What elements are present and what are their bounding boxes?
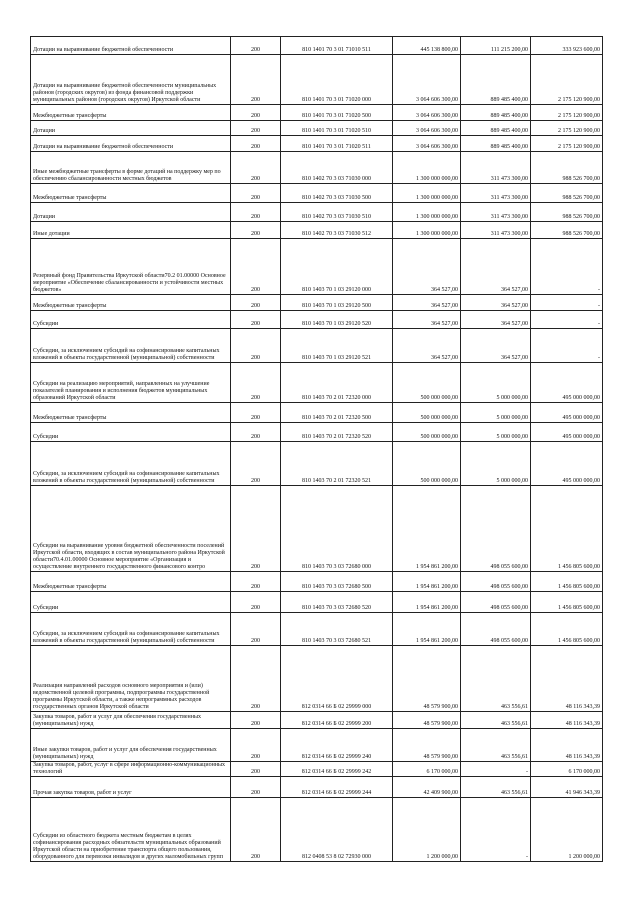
admin-code: 200 (231, 712, 281, 729)
unexecuted-amount: 333 923 600,00 (531, 37, 603, 55)
admin-code: 200 (231, 403, 281, 423)
executed-amount: 311 473 300,00 (461, 203, 531, 222)
executed-amount: 463 556,61 (461, 777, 531, 798)
executed-amount: 498 055 600,00 (461, 613, 531, 646)
unexecuted-amount: 988 526 700,00 (531, 152, 603, 184)
admin-code: 200 (231, 152, 281, 184)
unexecuted-amount: 1 456 805 600,00 (531, 486, 603, 572)
executed-amount: 364 527,00 (461, 239, 531, 295)
table-row (31, 105, 603, 121)
table-row (31, 646, 603, 712)
admin-code: 200 (231, 105, 281, 121)
budget-item-name: Межбюджетные трансферты (31, 295, 231, 311)
budget-item-name: Субсидии, за исключением субсидий на софинансирование капитальных вложений в объекты государственной (муниципальной) собственности (31, 613, 231, 646)
admin-code: 200 (231, 729, 281, 762)
table-row (31, 592, 603, 613)
table-row (31, 729, 603, 762)
executed-amount: 889 485 400,00 (461, 121, 531, 136)
unexecuted-amount: 2 175 120 900,00 (531, 121, 603, 136)
table-row (31, 363, 603, 403)
classification-code: 810 1402 70 3 03 71030 512 (281, 222, 393, 239)
budget-item-name: Реализация направлений расходов основного мероприятия и (или) ведомственной целевой программы, подпрограммы государственной программы Иркутской области, а также непрограммных расходов государственных органов Иркутской области (31, 646, 231, 712)
classification-code: 810 1401 70 3 01 71020 500 (281, 105, 393, 121)
classification-code: 812 0314 66 Б 02 29999 200 (281, 712, 393, 729)
approved-amount: 364 527,00 (393, 239, 461, 295)
classification-code: 810 1401 70 3 01 71020 511 (281, 136, 393, 152)
budget-item-name: Межбюджетные трансферты (31, 184, 231, 203)
unexecuted-amount: 48 116 343,39 (531, 729, 603, 762)
unexecuted-amount: 6 170 000,00 (531, 762, 603, 777)
admin-code: 200 (231, 203, 281, 222)
admin-code: 200 (231, 442, 281, 486)
table-row (31, 184, 603, 203)
approved-amount: 3 064 606 300,00 (393, 136, 461, 152)
approved-amount: 3 064 606 300,00 (393, 121, 461, 136)
unexecuted-amount: - (531, 295, 603, 311)
approved-amount: 1 200 000,00 (393, 798, 461, 862)
admin-code: 200 (231, 37, 281, 55)
classification-code: 810 1402 70 3 03 71030 500 (281, 184, 393, 203)
unexecuted-amount: 1 200 000,00 (531, 798, 603, 862)
admin-code: 200 (231, 613, 281, 646)
table-row (31, 311, 603, 329)
admin-code: 200 (231, 329, 281, 363)
executed-amount: 463 556,61 (461, 712, 531, 729)
table-row (31, 572, 603, 592)
table-row (31, 55, 603, 105)
budget-item-name: Межбюджетные трансферты (31, 403, 231, 423)
executed-amount: 311 473 300,00 (461, 184, 531, 203)
classification-code: 810 1403 70 3 03 72680 521 (281, 613, 393, 646)
table-row (31, 329, 603, 363)
unexecuted-amount: - (531, 329, 603, 363)
table-row (31, 762, 603, 777)
admin-code: 200 (231, 121, 281, 136)
table-row (31, 222, 603, 239)
budget-item-name: Субсидии, за исключением субсидий на софинансирование капитальных вложений в объекты государственной (муниципальной) собственности (31, 442, 231, 486)
admin-code: 200 (231, 486, 281, 572)
admin-code: 200 (231, 572, 281, 592)
classification-code: 810 1401 70 3 01 71020 510 (281, 121, 393, 136)
approved-amount: 6 170 000,00 (393, 762, 461, 777)
executed-amount: 498 055 600,00 (461, 486, 531, 572)
classification-code: 810 1403 70 2 01 72320 520 (281, 423, 393, 442)
table-row (31, 152, 603, 184)
table-row (31, 442, 603, 486)
budget-item-name: Дотации на выравнивание бюджетной обеспеченности (31, 136, 231, 152)
unexecuted-amount: 2 175 120 900,00 (531, 55, 603, 105)
budget-item-name: Субсидии на выравнивание уровня бюджетной обеспеченности поселений Иркутской области, входящих в состав муниципального района Иркутской области70.4.01.00000 Основное мероприятие «Организация и осуществление внутреннего государственного финансового контро (31, 486, 231, 572)
approved-amount: 3 064 606 300,00 (393, 105, 461, 121)
executed-amount: 364 527,00 (461, 329, 531, 363)
table-row (31, 798, 603, 862)
approved-amount: 500 000 000,00 (393, 363, 461, 403)
unexecuted-amount: 495 000 000,00 (531, 363, 603, 403)
budget-item-name: Дотации на выравнивание бюджетной обеспеченности (31, 37, 231, 55)
unexecuted-amount: - (531, 239, 603, 295)
admin-code: 200 (231, 311, 281, 329)
approved-amount: 1 954 861 200,00 (393, 572, 461, 592)
table-row (31, 136, 603, 152)
budget-item-name: Субсидии (31, 423, 231, 442)
budget-item-name: Межбюджетные трансферты (31, 105, 231, 121)
unexecuted-amount: - (531, 311, 603, 329)
executed-amount: - (461, 762, 531, 777)
budget-item-name: Субсидии из областного бюджета местным бюджетам в целях софинансирования расходных обязательств муниципальных образований Иркутской области на приобретение транспорта общего пользования, оборудованного для перевозки инвалидов и других маломобильных групп (31, 798, 231, 862)
table-row (31, 121, 603, 136)
executed-amount: 364 527,00 (461, 311, 531, 329)
budget-item-name: Иные закупки товаров, работ и услуг для обеспечения государственных (муниципальных) нужд (31, 729, 231, 762)
executed-amount: 311 473 300,00 (461, 152, 531, 184)
unexecuted-amount: 495 000 000,00 (531, 403, 603, 423)
admin-code: 200 (231, 646, 281, 712)
approved-amount: 364 527,00 (393, 329, 461, 363)
executed-amount: 463 556,61 (461, 729, 531, 762)
unexecuted-amount: 2 175 120 900,00 (531, 136, 603, 152)
classification-code: 810 1402 70 3 03 71030 000 (281, 152, 393, 184)
executed-amount: 889 485 400,00 (461, 136, 531, 152)
approved-amount: 1 300 000 000,00 (393, 152, 461, 184)
executed-amount: 5 000 000,00 (461, 363, 531, 403)
budget-table-body (31, 37, 603, 862)
admin-code: 200 (231, 798, 281, 862)
budget-table (30, 36, 603, 862)
unexecuted-amount: 988 526 700,00 (531, 222, 603, 239)
unexecuted-amount: 48 116 343,39 (531, 646, 603, 712)
unexecuted-amount: 2 175 120 900,00 (531, 105, 603, 121)
table-row (31, 423, 603, 442)
executed-amount: 5 000 000,00 (461, 423, 531, 442)
approved-amount: 500 000 000,00 (393, 403, 461, 423)
approved-amount: 48 579 900,00 (393, 729, 461, 762)
admin-code: 200 (231, 136, 281, 152)
executed-amount: 111 215 200,00 (461, 37, 531, 55)
admin-code: 200 (231, 239, 281, 295)
admin-code: 200 (231, 592, 281, 613)
budget-item-name: Субсидии (31, 592, 231, 613)
table-row (31, 777, 603, 798)
approved-amount: 445 138 800,00 (393, 37, 461, 55)
unexecuted-amount: 1 456 805 600,00 (531, 613, 603, 646)
approved-amount: 1 954 861 200,00 (393, 486, 461, 572)
classification-code: 810 1403 70 3 03 72680 500 (281, 572, 393, 592)
approved-amount: 48 579 900,00 (393, 646, 461, 712)
classification-code: 810 1403 70 3 03 72680 520 (281, 592, 393, 613)
admin-code: 200 (231, 777, 281, 798)
classification-code: 810 1403 70 2 01 72320 521 (281, 442, 393, 486)
admin-code: 200 (231, 55, 281, 105)
approved-amount: 1 300 000 000,00 (393, 203, 461, 222)
approved-amount: 1 300 000 000,00 (393, 222, 461, 239)
table-row (31, 403, 603, 423)
table-row (31, 486, 603, 572)
budget-item-name: Межбюджетные трансферты (31, 572, 231, 592)
classification-code: 810 1403 70 1 03 29120 521 (281, 329, 393, 363)
table-row (31, 203, 603, 222)
budget-item-name: Дотации (31, 203, 231, 222)
admin-code: 200 (231, 184, 281, 203)
budget-page (30, 36, 602, 862)
approved-amount: 364 527,00 (393, 311, 461, 329)
approved-amount: 3 064 606 300,00 (393, 55, 461, 105)
table-row (31, 37, 603, 55)
classification-code: 812 0314 66 Б 02 29999 244 (281, 777, 393, 798)
classification-code: 810 1402 70 3 03 71030 510 (281, 203, 393, 222)
classification-code: 810 1401 70 3 01 71020 000 (281, 55, 393, 105)
unexecuted-amount: 495 000 000,00 (531, 442, 603, 486)
unexecuted-amount: 1 456 805 600,00 (531, 592, 603, 613)
approved-amount: 42 409 900,00 (393, 777, 461, 798)
executed-amount: 889 485 400,00 (461, 55, 531, 105)
unexecuted-amount: 41 946 343,39 (531, 777, 603, 798)
classification-code: 810 1403 70 1 03 29120 000 (281, 239, 393, 295)
admin-code: 200 (231, 295, 281, 311)
unexecuted-amount: 988 526 700,00 (531, 203, 603, 222)
table-row (31, 295, 603, 311)
approved-amount: 500 000 000,00 (393, 423, 461, 442)
approved-amount: 364 527,00 (393, 295, 461, 311)
approved-amount: 1 300 000 000,00 (393, 184, 461, 203)
budget-item-name: Дотации на выравнивание бюджетной обеспеченности муниципальных районов (городских округов) из фонда финансовой поддержки муниципальных районов (городских округов) Иркутской области (31, 55, 231, 105)
admin-code: 200 (231, 222, 281, 239)
admin-code: 200 (231, 363, 281, 403)
unexecuted-amount: 48 116 343,39 (531, 712, 603, 729)
admin-code: 200 (231, 762, 281, 777)
unexecuted-amount: 1 456 805 600,00 (531, 572, 603, 592)
approved-amount: 1 954 861 200,00 (393, 592, 461, 613)
approved-amount: 48 579 900,00 (393, 712, 461, 729)
classification-code: 810 1401 70 3 01 71010 511 (281, 37, 393, 55)
executed-amount: 463 556,61 (461, 646, 531, 712)
classification-code: 810 1403 70 2 01 72320 500 (281, 403, 393, 423)
budget-item-name: Иные межбюджетные трансферты в форме дотаций на поддержку мер по обеспечению сбалансированности местных бюджетов (31, 152, 231, 184)
executed-amount: - (461, 798, 531, 862)
classification-code: 810 1403 70 1 03 29120 520 (281, 311, 393, 329)
executed-amount: 364 527,00 (461, 295, 531, 311)
table-row (31, 613, 603, 646)
table-row (31, 239, 603, 295)
budget-item-name: Закупка товаров, работ, услуг в сфере информационно-коммуникационных технологий (31, 762, 231, 777)
executed-amount: 311 473 300,00 (461, 222, 531, 239)
budget-item-name: Иные дотации (31, 222, 231, 239)
admin-code: 200 (231, 423, 281, 442)
budget-item-name: Субсидии (31, 311, 231, 329)
classification-code: 810 1403 70 3 03 72680 000 (281, 486, 393, 572)
approved-amount: 500 000 000,00 (393, 442, 461, 486)
unexecuted-amount: 495 000 000,00 (531, 423, 603, 442)
classification-code: 812 0314 66 Б 02 29999 242 (281, 762, 393, 777)
budget-item-name: Закупка товаров, работ и услуг для обеспечения государственных (муниципальных) нужд (31, 712, 231, 729)
budget-item-name: Дотации (31, 121, 231, 136)
table-row (31, 712, 603, 729)
executed-amount: 5 000 000,00 (461, 403, 531, 423)
executed-amount: 498 055 600,00 (461, 592, 531, 613)
unexecuted-amount: 988 526 700,00 (531, 184, 603, 203)
budget-item-name: Резервный фонд Правительства Иркутской области70.2 01.00000 Основное мероприятие «Обеспечение сбалансированности и устойчивости местных бюджетов» (31, 239, 231, 295)
approved-amount: 1 954 861 200,00 (393, 613, 461, 646)
budget-item-name: Прочая закупка товаров, работ и услуг (31, 777, 231, 798)
classification-code: 812 0408 53 8 02 72930 000 (281, 798, 393, 862)
executed-amount: 889 485 400,00 (461, 105, 531, 121)
executed-amount: 498 055 600,00 (461, 572, 531, 592)
classification-code: 812 0314 66 Б 02 29999 000 (281, 646, 393, 712)
classification-code: 812 0314 66 Б 02 29999 240 (281, 729, 393, 762)
executed-amount: 5 000 000,00 (461, 442, 531, 486)
budget-item-name: Субсидии, за исключением субсидий на софинансирование капитальных вложений в объекты государственной (муниципальной) собственности (31, 329, 231, 363)
budget-item-name: Субсидии на реализацию мероприятий, направленных на улучшение показателей планирования и исполнения бюджетов муниципальных образований Иркутской области (31, 363, 231, 403)
classification-code: 810 1403 70 2 01 72320 000 (281, 363, 393, 403)
classification-code: 810 1403 70 1 03 29120 500 (281, 295, 393, 311)
